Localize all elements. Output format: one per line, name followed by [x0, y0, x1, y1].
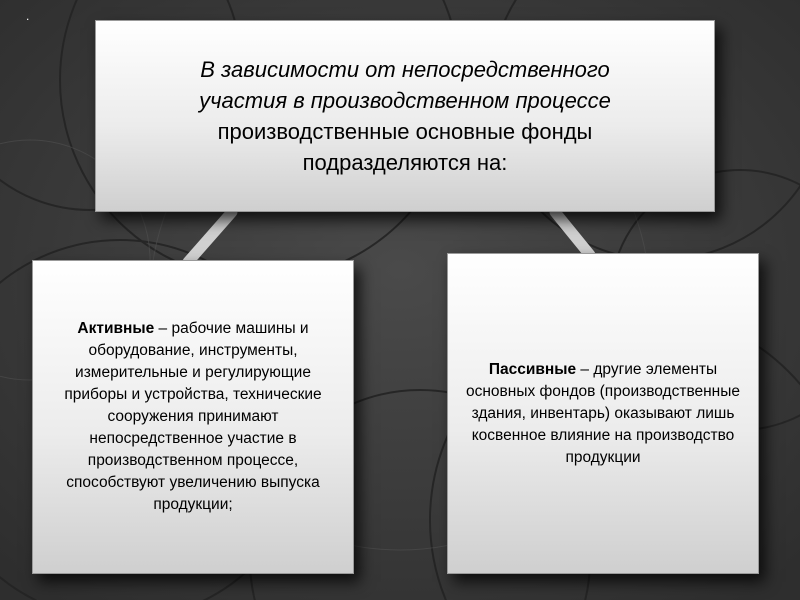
corner-marker: . [26, 9, 30, 23]
header-line-3: производственные основные фонды [217, 119, 593, 144]
passive-assets-description: – другие элементы основных фондов (производственные здания, инвентарь) оказывают лишь косвенное влияние на производство продукции [465, 360, 741, 466]
header-line-1: В зависимости от непосредственного [200, 57, 610, 82]
active-assets-title: Активные [77, 320, 155, 337]
passive-assets-text [458, 359, 748, 469]
active-assets-description: – рабочие машины и оборудование, инструменты, измерительные и регулирующие приборы и устройства, технические сооружения принимают непосредственное участие в производственном процессе, способствуют увеличению выпуска продукции; [64, 320, 322, 513]
active-assets-box [32, 260, 354, 574]
active-assets-text [47, 318, 339, 516]
passive-assets-title: Пассивные [488, 360, 577, 378]
header-box [95, 20, 715, 212]
header-line-4: подразделяются на: [302, 150, 508, 175]
passive-assets-box [447, 253, 759, 574]
header-text [199, 54, 611, 178]
header-line-2: участия в производственном процессе [199, 88, 611, 113]
